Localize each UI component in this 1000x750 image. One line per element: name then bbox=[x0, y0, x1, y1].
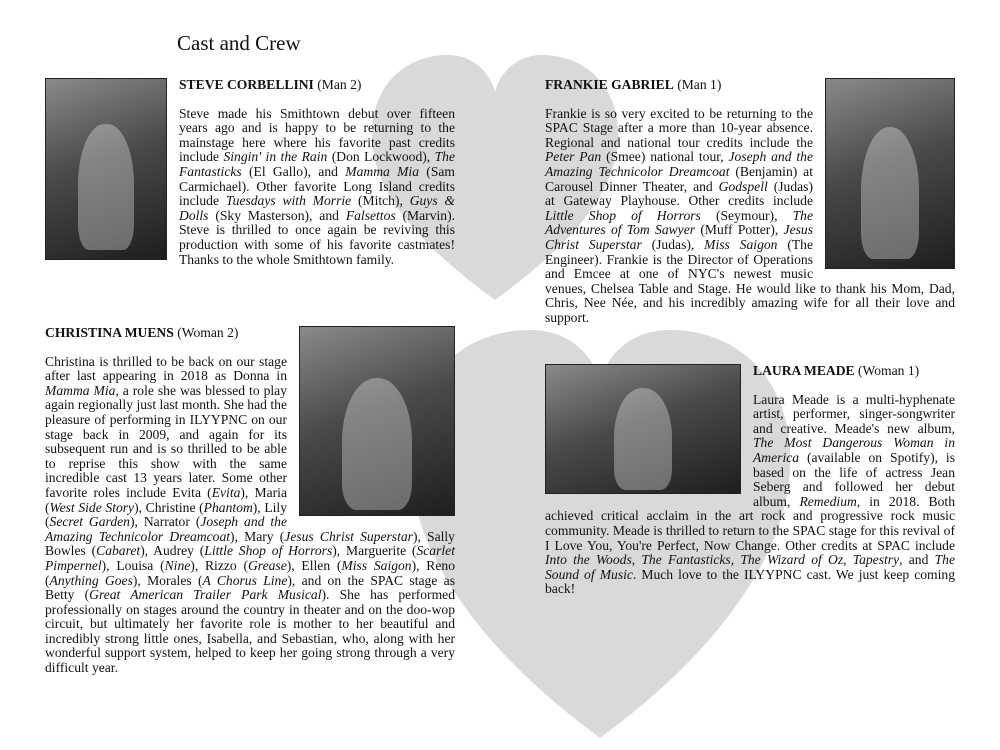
page-title: Cast and Crew bbox=[177, 31, 301, 55]
cast-name: FRANKIE GABRIEL bbox=[545, 77, 674, 92]
bio-steve-corbellini bbox=[45, 78, 455, 267]
headshot-frankie-gabriel bbox=[825, 78, 955, 269]
bio-text: Christina is thrilled to be back on our stage after last appearing in 2018 as Donna in Mamma Mia, a role she was blessed to play again regionally just last month. She had the pleasure of performing in ILYYPNC on our stage back in 2009, and again for its subsequent run and is so thrilled to be able to reprise this show with the same incredible cast 13 years later. Some other favorite roles include Evita (Evita), Maria (West Side Story), Christine (Phantom), Lily (Secret Garden), Narrator (Joseph and the Amazing Technicolor Dreamcoat), Mary (Jesus Christ Superstar), Sally Bowles (Cabaret), Audrey (Little Shop of Horrors), Marguerite (Scarlet Pimpernel), Louisa (Nine), Rizzo (Grease), Ellen (Miss Saigon), Reno (Anything Goes), Morales (A Chorus Line), and on the SPAC stage as Betty (Great American Trailer Park Musical). She has performed professionally on stages around the country in theater and on the doo-wop circuit, but ultimately her favorite role is mother to her beautiful and incredibly strong little ones, Isabella, and Sebastian, who, along with her wonderful support system, helped to keep her going strong through a very difficult year. bbox=[45, 353, 456, 676]
cast-name: CHRISTINA MUENS bbox=[45, 325, 174, 340]
headshot-steve-corbellini bbox=[45, 78, 167, 260]
bio-text: Laura Meade is a multi-hyphenate artist, performer, singer-songwriter and creative. Meade's new album, The Most Dangerous Woman in America (available on Spotify), is based on the life of actress Jean Seberg and followed her debut album, Remedium, in 2018. Both achieved critical acclaim in the art rock and progressive rock music community. Meade is thrilled to return to the SPAC stage for this revival of I Love You, You're Perfect, Now Change. Other credits at SPAC include Into the Woods, The Fantasticks, The Wizard of Oz, Tapestry, and The Sound of Music. Much love to the ILYYPNC cast. We just keep coming back! bbox=[545, 391, 956, 597]
bio-text: Frankie is so very excited to be returning to the SPAC Stage after a more than 10-year absence. Regional and national tour credits include the Peter Pan (Smee) national tour, Joseph and the Amazing Technicolor Dreamcoat (Benjamin) at Carousel Dinner Theater, and Godspell (Judas) at Gateway Playhouse. Other credits include Little Shop of Horrors (Seymour), The Adventures of Tom Sawyer (Muff Potter), Jesus Christ Superstar (Judas), Miss Saigon (The Engineer). Frankie is the Director of Operations and Emcee at one of NYC's newest music venues, Chelsea Table and Stage. He would like to thank his Mom, Dad, Chris, Nee Née, and his incredibly amazing wife for all their love and support. bbox=[545, 105, 955, 325]
cast-role: (Woman 2) bbox=[173, 325, 239, 340]
bio-christina-muens bbox=[45, 326, 455, 676]
cast-name: STEVE CORBELLINI bbox=[179, 77, 314, 92]
bio-laura-meade bbox=[545, 364, 955, 597]
cast-role: (Woman 1) bbox=[854, 363, 920, 378]
headshot-laura-meade bbox=[545, 364, 741, 494]
cast-role: (Man 1) bbox=[673, 77, 722, 92]
bio-frankie-gabriel bbox=[545, 78, 955, 326]
cast-name: LAURA MEADE bbox=[753, 363, 855, 378]
headshot-christina-muens bbox=[299, 326, 455, 516]
cast-role: (Man 2) bbox=[313, 77, 362, 92]
bio-text: Steve made his Smithtown debut over fifteen years ago and is happy to be returning to the mainstage here where his favorite past credits include Singin' in the Rain (Don Lockwood), The Fantasticks (El Gallo), and Mamma Mia (Sam Carmichael). Other favorite Long Island credits include Tuesdays with Morrie (Mitch), Guys & Dolls (Sky Masterson), and Falsettos (Marvin). Steve is thrilled to once again be reviving this production with some of his favorite castmates! Thanks to the whole Smithtown family. bbox=[179, 105, 455, 267]
